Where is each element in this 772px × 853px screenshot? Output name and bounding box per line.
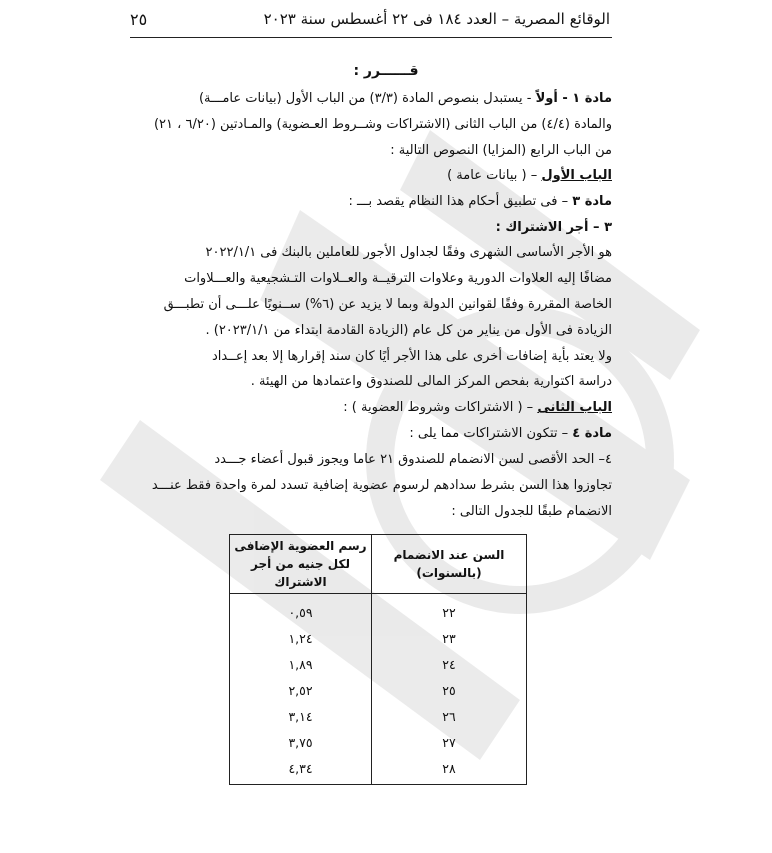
page-number: ٢٥: [130, 9, 148, 29]
section-two-line: [160, 397, 612, 419]
table-row: [230, 729, 527, 755]
text-line: تجاوزوا هذا السن بشرط سدادهم لرسوم عضوية إضافية تسدد لمرة واحدة فقط عنـــد: [151, 478, 612, 493]
text-line: مضافًا إليه العلاوات الدورية وعلاوات الترقيــة والعــلاوات التـشجيعية والعـــلاوات: [184, 271, 612, 286]
text-line: الزيادة فى الأول من يناير من كل عام (الزيادة القادمة ابتداء من ٢٠٢٣/١/١) .: [205, 323, 612, 338]
fee-cell: ٣,١٤: [230, 703, 372, 729]
line-text: – ( الاشتراكات وشروط العضوية ) :: [343, 400, 538, 415]
line-text: – فى تطبيق أحكام هذا النظام يقصد بـــ :: [348, 194, 573, 209]
text-line: ولا يعتد بأية إضافات أخرى على هذا الأجر أيًا كان سند إقرارها إلا بعد إعــداد: [212, 349, 612, 364]
fee-column-header: رسم العضوية الإضافى لكل جنيه من أجر الاشتراك: [230, 535, 372, 594]
page-header: [130, 2, 610, 36]
article-1-label: مادة ١ - أولاً: [535, 91, 612, 106]
text-line: دراسة اكتوارية بفحص المركز المالى للصندوق واعتمادها من الهيئة .: [250, 374, 612, 389]
line-text: – ( بيانات عامة ): [447, 168, 542, 183]
article-4-label: مادة ٤: [572, 426, 612, 441]
gazette-title: الوقائع المصرية – العدد ١٨٤ فى ٢٢ أغسطس سنة ٢٠٢٣: [263, 10, 610, 28]
age-cell: ٢٢: [372, 594, 527, 626]
age-cell: ٢٦: [372, 703, 527, 729]
table-row: [230, 755, 527, 785]
fee-cell: ٤,٣٤: [230, 755, 372, 785]
text-line: من الباب الرابع (المزايا) النصوص التالية :: [390, 143, 612, 158]
table-row: [230, 703, 527, 729]
age-cell: ٢٤: [372, 651, 527, 677]
header-divider: [130, 37, 612, 38]
decision-heading: قــــــرر :: [353, 63, 419, 79]
section-two-label: الباب الثانى: [537, 400, 612, 415]
article-4-line: [160, 423, 612, 445]
article-3-line: [160, 191, 612, 213]
table-header-row: [230, 535, 527, 594]
table-row: [230, 677, 527, 703]
text-line: هو الأجر الأساسى الشهرى وفقًا لجداول الأجور للعاملين بالبنك فى ٢٠٢٢/١/١: [205, 245, 612, 260]
age-cell: ٢٨: [372, 755, 527, 785]
fee-cell: ٢,٥٢: [230, 677, 372, 703]
fee-cell: ٣,٧٥: [230, 729, 372, 755]
table-row: [230, 594, 527, 626]
fee-cell: ١,٨٩: [230, 651, 372, 677]
age-cell: ٢٧: [372, 729, 527, 755]
text-line: ٤– الحد الأقصى لسن الانضمام للصندوق ٢١ عاما ويجوز قبول أعضاء جـــدد: [214, 452, 612, 467]
article-3-label: مادة ٣: [572, 194, 612, 209]
subsection-line: [160, 217, 612, 239]
section-one-label: الباب الأول: [541, 168, 612, 183]
fee-cell: ٠,٥٩: [230, 594, 372, 626]
fee-cell: ١,٢٤: [230, 625, 372, 651]
table-row: [230, 625, 527, 651]
line-text: – تتكون الاشتراكات مما يلى :: [409, 426, 573, 441]
membership-fee-table: [229, 534, 527, 785]
text-line: الخاصة المقررة وفقًا لقوانين الدولة وبما لا يزيد عن (٦%) ســنويًا علـــى أن تطبـــق: [163, 297, 612, 312]
table-row: [230, 651, 527, 677]
age-column-header: السن عند الانضمام (بالسنوات): [372, 535, 527, 594]
age-cell: ٢٥: [372, 677, 527, 703]
article-1-line: [160, 88, 612, 110]
subsection-label: ٣ – أجر الاشتراك :: [495, 220, 612, 235]
text-line: والمادة (٤/٤) من الباب الثانى (الاشتراكات وشــروط العـضوية) والمـادتين (٦/٢٠ ، ٢١): [153, 117, 612, 132]
line-text: - يستبدل بنصوص المادة (٣/٣) من الباب الأول (بيانات عامـــة): [198, 91, 536, 106]
section-one-line: [160, 165, 612, 187]
age-cell: ٢٣: [372, 625, 527, 651]
text-line: الانضمام طبقًا للجدول التالى :: [451, 504, 612, 519]
